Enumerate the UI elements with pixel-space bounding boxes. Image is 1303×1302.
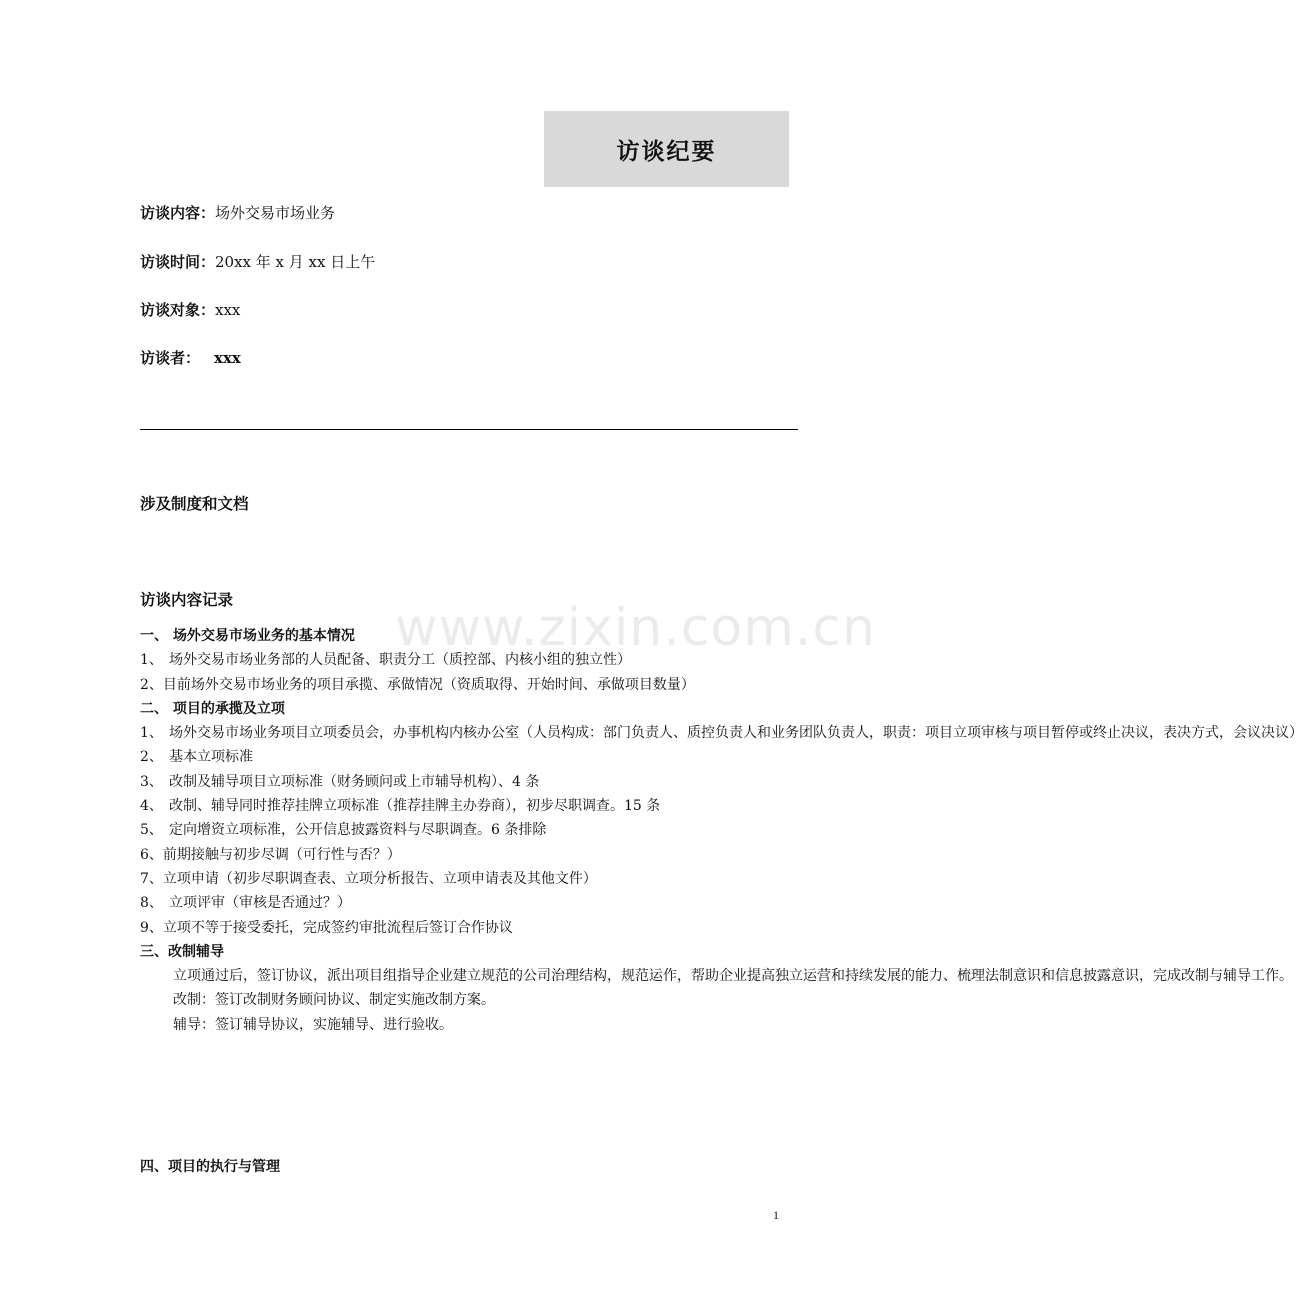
record-section-title: 访谈内容记录 (140, 590, 234, 609)
list-item-number: 5、 (140, 822, 163, 839)
list-item (140, 867, 792, 891)
horizontal-divider (140, 429, 798, 430)
list-item-number: 4、 (140, 798, 163, 815)
list-item-number: 2、 (140, 749, 163, 766)
list-item-text: 前期接触与初步尽调（可行性与否？） (162, 846, 401, 863)
section-3-heading: 三、改制辅导 (140, 943, 224, 960)
meta-target-row (140, 299, 240, 320)
list-item-text: 立项不等于接受委托，完成签约审批流程后签订合作协议 (162, 919, 513, 936)
list-item-number: 2、 (140, 676, 163, 693)
meta-target-value: xxx (215, 301, 241, 319)
meta-interviewer-row (140, 347, 241, 368)
meta-interviewer-label: 访谈者： (140, 349, 201, 367)
list-item-text: 目前场外交易市场业务的项目承揽、承做情况（资质取得、开始时间、承做项目数量） (162, 676, 695, 693)
section-2-heading: 二、 项目的承揽及立项 (140, 700, 285, 717)
meta-content-row (140, 202, 335, 223)
section-1-heading: 一、 场外交易市场业务的基本情况 (140, 628, 355, 644)
meta-time-row (140, 251, 375, 272)
meta-target-label: 访谈对象： (140, 301, 216, 319)
list-item-text: 定向增资立项标准，公开信息披露资料与尽职调查。6 条排除 (169, 822, 547, 839)
list-item (140, 745, 792, 769)
watermark: www.zixin.com.cn (395, 598, 876, 658)
list-item (140, 916, 792, 940)
list-item-text: 改制及辅导项目立项标准（财务顾问或上市辅导机构）、4 条 (169, 773, 540, 790)
list-item (140, 648, 792, 672)
list-item (140, 891, 792, 915)
list-item-text: 场外交易市场业务项目立项委员会，办事机构内核办公室（人员构成：部门负责人、质控负责人和业务团队负责人，职责：项目立项审核与项目暂停或终止决议，表决方式，会议决议） (169, 725, 1303, 742)
list-item-number: 9、 (140, 919, 163, 936)
list-item-number: 6、 (140, 846, 163, 863)
document-title: 访谈纪要 (544, 111, 789, 187)
list-item (140, 843, 792, 867)
meta-content-value: 场外交易市场业务 (215, 204, 336, 222)
list-item (140, 721, 1303, 745)
meta-content-label: 访谈内容： (140, 204, 216, 222)
list-item-text: 基本立项标准 (169, 749, 253, 766)
meta-time-label: 访谈时间： (140, 253, 216, 271)
list-item-number: 3、 (140, 773, 163, 790)
list-item (140, 770, 792, 794)
list-item (140, 794, 792, 818)
list-item-text: 立项申请（初步尽职调查表、立项分析报告、立项申请表及其他文件） (162, 870, 597, 887)
list-item-text: 改制、辅导同时推荐挂牌立项标准（推荐挂牌主办券商），初步尽职调查。15 条 (169, 798, 661, 815)
list-item (140, 673, 792, 697)
gaizhi-line: 改制：签订改制财务顾问协议、制定实施改制方案。 (173, 992, 495, 1009)
policies-section-title: 涉及制度和文档 (140, 494, 249, 513)
list-item-text: 立项评审（审核是否通过？） (169, 895, 351, 912)
section-3-paragraph: 立项通过后，签订协议，派出项目组指导企业建立规范的公司治理结构，规范运作，帮助企业提高独立运营和持续发展的能力、梳理法制意识和信息披露意识，完成改制与辅导工作。 (173, 968, 1293, 985)
meta-time-value: 20xx 年 x 月 xx 日上午 (215, 253, 376, 271)
list-item-number: 7、 (140, 870, 163, 887)
section-4-heading: 四、项目的执行与管理 (140, 1159, 280, 1175)
page-number: 1 (773, 1208, 779, 1222)
list-item-text: 场外交易市场业务部的人员配备、职责分工（质控部、内核小组的独立性） (169, 652, 631, 669)
list-item-number: 1、 (140, 725, 163, 742)
fudao-line: 辅导：签订辅导协议，实施辅导、进行验收。 (173, 1016, 453, 1033)
meta-interviewer-value: xxx (214, 349, 241, 367)
list-item-number: 1、 (140, 652, 163, 669)
list-item-number: 8、 (140, 895, 163, 912)
list-item (140, 818, 792, 842)
